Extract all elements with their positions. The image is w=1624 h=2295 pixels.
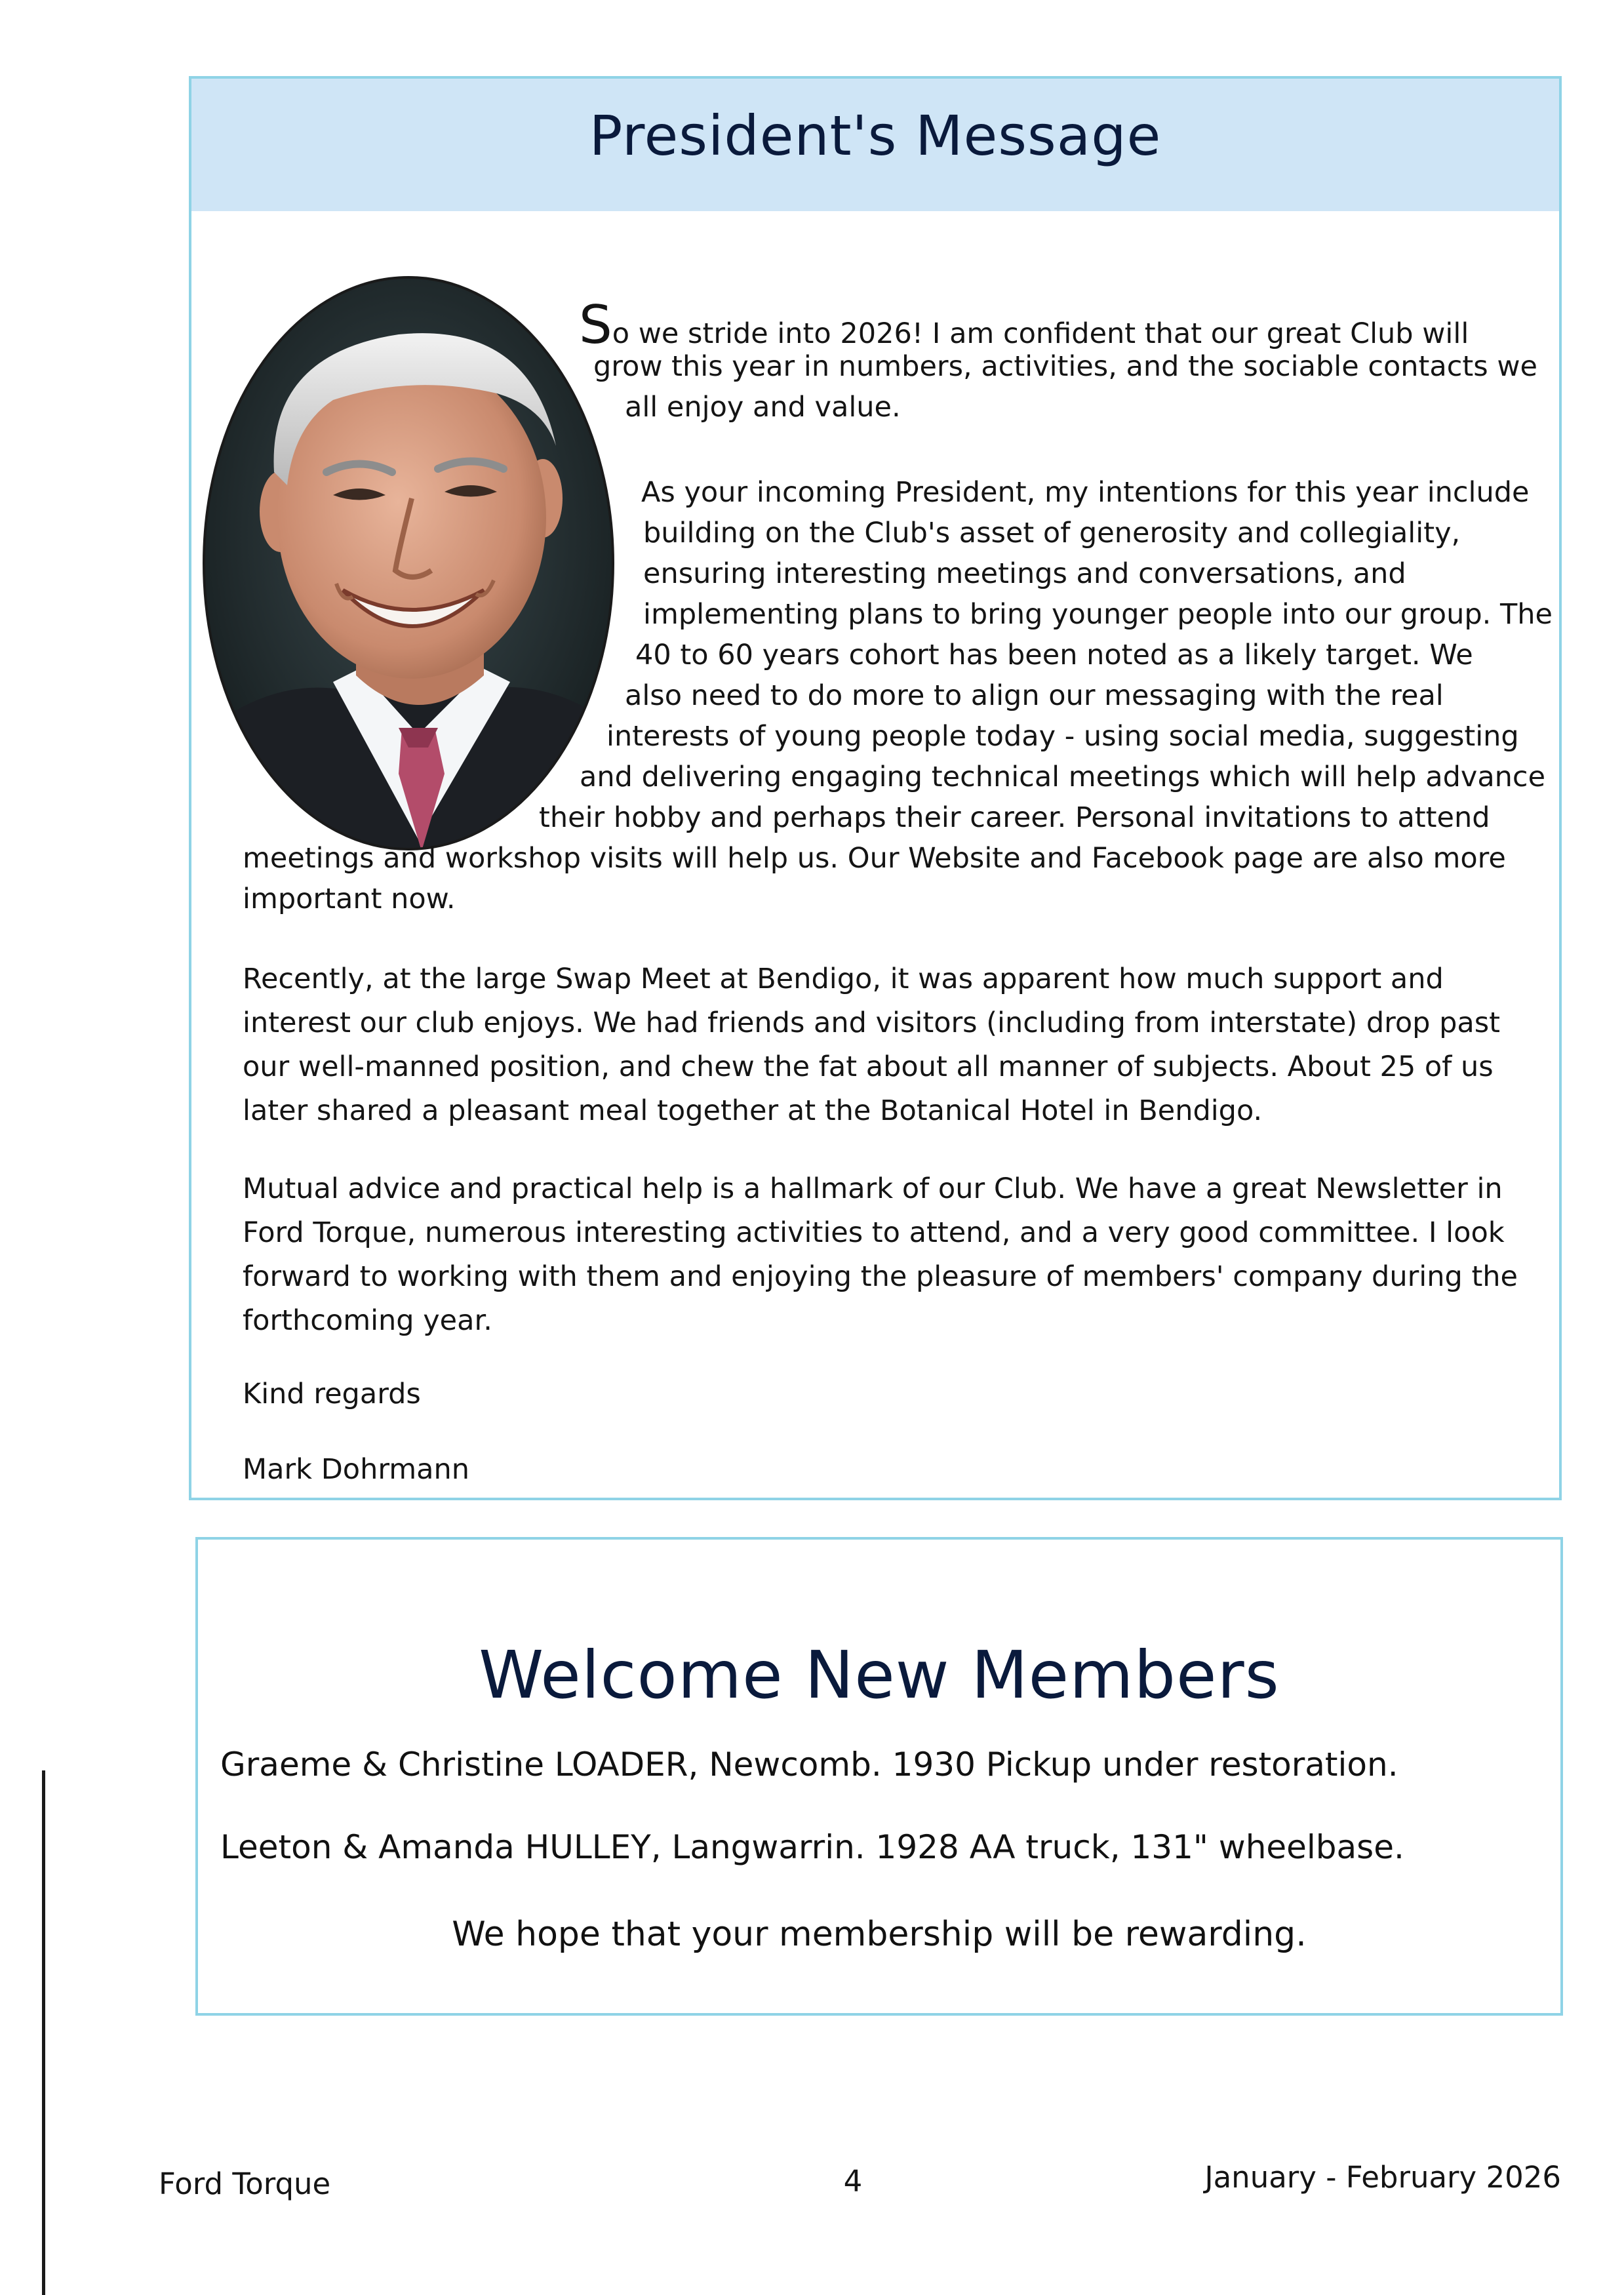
intro-line-1: So we stride into 2026! I am confident that our great Club will	[579, 294, 1469, 355]
welcome-members-box	[195, 1537, 1563, 2016]
welcome-members-title: Welcome New Members	[479, 1637, 1280, 1713]
member-entry: Leeton & Amanda HULLEY, Langwarrin. 1928 AA truck, 131" wheelbase.	[220, 1828, 1404, 1866]
wrap-line-11: important now.	[243, 883, 456, 915]
paragraph-swap-meet: Recently, at the large Swap Meet at Bendigo, it was apparent how much support and interest our club enjoys. We had friends and visitors (including from interstate) drop past our well-manned position, and chew the fat about all manner of subjects. About 25 of us later shared a pleasant meal together at the Botanical Hotel in Bendigo.	[243, 963, 1501, 1127]
presidents-message-header	[191, 79, 1559, 211]
wrap-line-1: As your incoming President, my intentions for this year include	[641, 476, 1530, 509]
scan-edge-mark	[42, 1770, 45, 2295]
wrap-line-10: meetings and workshop visits will help us. Our Website and Facebook page are also more	[243, 842, 1506, 875]
closing-kind-regards: Kind regards	[243, 1378, 421, 1410]
president-portrait-photo	[202, 275, 615, 851]
drop-cap-letter: S	[579, 294, 612, 355]
wrap-line-7: interests of young people today - using social media, suggesting	[606, 720, 1519, 753]
presidents-message-box	[189, 76, 1562, 1500]
wrap-line-4: implementing plans to bring younger people into our group. The	[643, 598, 1553, 631]
wrap-line-2: building on the Club's asset of generosity and collegiality,	[643, 517, 1461, 549]
signature-name: Mark Dohrmann	[243, 1453, 470, 1486]
wrap-line-6: also need to do more to align our messaging with the real	[625, 679, 1444, 712]
paragraph-mutual-advice: Mutual advice and practical help is a hallmark of our Club. We have a great Newsletter in Ford Torque, numerous interesting activities to attend, and a very good committee. I look forward to working with them and enjoying the pleasure of members' company during the forthcoming year.	[243, 1172, 1518, 1337]
footer-issue-date: January - February 2026	[1204, 2160, 1561, 2195]
welcome-closing-message: We hope that your membership will be rewarding.	[452, 1915, 1307, 1954]
presidents-message-title: President's Message	[589, 104, 1162, 168]
member-entry: Graeme & Christine LOADER, Newcomb. 1930 Pickup under restoration.	[220, 1746, 1398, 1784]
wrap-line-5: 40 to 60 years cohort has been noted as a likely target. We	[635, 639, 1473, 671]
intro-line-3: all enjoy and value.	[625, 391, 901, 424]
footer-page-number: 4	[843, 2164, 863, 2199]
wrap-line-8: and delivering engaging technical meetings which will help advance	[580, 761, 1546, 793]
wrap-line-3: ensuring interesting meetings and conversations, and	[643, 557, 1406, 590]
footer-publication-name: Ford Torque	[159, 2166, 331, 2201]
intro-line-2: grow this year in numbers, activities, and the sociable contacts we	[593, 350, 1537, 383]
wrap-line-9: their hobby and perhaps their career. Personal invitations to attend	[539, 801, 1490, 834]
